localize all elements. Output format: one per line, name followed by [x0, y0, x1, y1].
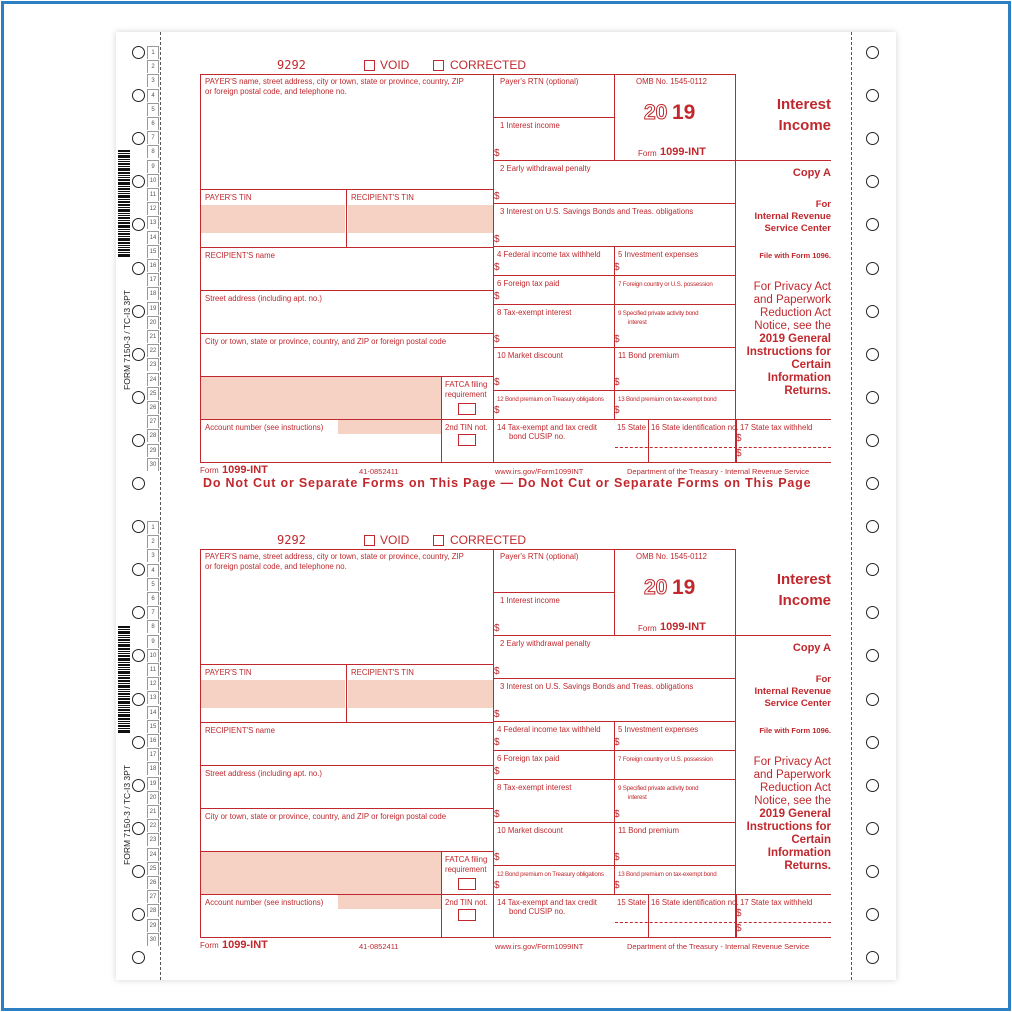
fatca-label-2: requirement [445, 865, 487, 874]
footer-dept: Department of the Treasury - Internal Revenue Service [627, 942, 810, 951]
box13-label: 13 Bond premium on tax-exempt bond [618, 871, 717, 878]
box16-label: 16 State identification no. [651, 898, 739, 907]
box15-label: 15 State [617, 898, 647, 907]
form-name: 1099-INT [660, 146, 706, 158]
dollar-sign: $ [614, 880, 620, 891]
privacy-8: Information [767, 372, 831, 384]
box1-label: 1 Interest income [500, 121, 560, 130]
dollar-sign: $ [736, 433, 742, 444]
line-number: 17 [147, 273, 159, 286]
divider [200, 290, 494, 291]
box10-label: 10 Market discount [497, 351, 563, 360]
second-tin-label: 2nd TIN not. [445, 898, 488, 907]
payer-tin-label: PAYER'S TIN [205, 668, 252, 677]
privacy-8: Information [767, 847, 831, 859]
dollar-sign: $ [494, 852, 500, 863]
privacy-6: Instructions for [746, 821, 831, 833]
corrected-label: CORRECTED [450, 533, 527, 547]
year-prefix: 20 [644, 101, 668, 124]
box12-label: 12 Bond premium on Treasury obligations [497, 871, 604, 878]
payer-tin-label: PAYER'S TIN [205, 193, 252, 202]
fatca-label-1: FATCA filing [445, 855, 488, 864]
line-number: 18 [147, 287, 159, 300]
dollar-sign: $ [494, 766, 500, 777]
line-number: 16 [147, 734, 159, 747]
privacy-4: Notice, see the [754, 320, 831, 332]
footer-form-label: Form [200, 941, 219, 950]
box14-label: 14 Tax-exempt and tax credit [497, 898, 597, 907]
dollar-sign: $ [614, 809, 620, 820]
city-label: City or town, state or province, country, and ZIP or foreign postal code [205, 337, 447, 346]
line-number: 3 [147, 74, 159, 87]
copy-label: Copy A [792, 167, 831, 179]
fatca-label-1: FATCA filing [445, 380, 488, 389]
box14-label-2: bond CUSIP no. [509, 432, 566, 441]
line-number: 10 [147, 174, 159, 187]
box12-label: 12 Bond premium on Treasury obligations [497, 396, 604, 403]
footer-form-name: 1099-INT [222, 464, 268, 476]
form-label: Form [638, 624, 657, 633]
title-interest: Interest [776, 96, 831, 113]
divider [200, 189, 494, 190]
line-number: 26 [147, 876, 159, 889]
line-number: 28 [147, 904, 159, 917]
box3-label: 3 Interest on U.S. Savings Bonds and Treas. obligations [500, 207, 694, 216]
line-number: 24 [147, 373, 159, 386]
line-number: 5 [147, 578, 159, 591]
second-tin-checkbox[interactable] [458, 434, 476, 446]
box4-label: 4 Federal income tax withheld [497, 725, 601, 734]
divider [494, 246, 736, 247]
privacy-2: and Paperwork [753, 769, 831, 781]
line-number: 19 [147, 302, 159, 315]
dollar-sign: $ [614, 405, 620, 416]
box10-label: 10 Market discount [497, 826, 563, 835]
privacy-7: Certain [791, 359, 831, 371]
divider [736, 160, 831, 161]
dollar-sign: $ [494, 709, 500, 720]
dollar-sign: $ [494, 405, 500, 416]
dollar-sign: $ [494, 623, 500, 634]
box2-label: 2 Early withdrawal penalty [500, 639, 591, 648]
line-number: 19 [147, 777, 159, 790]
line-number: 12 [147, 202, 159, 215]
omb-number: OMB No. 1545-0112 [636, 552, 707, 561]
divider [494, 304, 736, 305]
divider [648, 894, 649, 938]
recipient-name-label: RECIPIENT'S name [205, 251, 275, 260]
line-number: 2 [147, 535, 159, 548]
box17-frame [736, 419, 831, 463]
privacy-5: 2019 General [759, 808, 831, 820]
for-line-1: For [815, 199, 831, 210]
line-number: 4 [147, 89, 159, 102]
footer-url: www.irs.gov/Form1099INT [495, 942, 584, 951]
privacy-1: For Privacy Act [753, 756, 831, 768]
box9-label: 9 Specified private activity bond [618, 785, 699, 792]
dollar-sign: $ [494, 234, 500, 245]
line-number: 15 [147, 720, 159, 733]
fatca-checkbox[interactable] [458, 878, 476, 890]
payer-tin-field[interactable] [201, 680, 345, 708]
recipient-tin-label: RECIPIENT'S TIN [351, 668, 414, 677]
dollar-sign: $ [494, 291, 500, 302]
payer-name-label: PAYER'S name, street address, city or town, state or province, country, ZIP [205, 552, 464, 561]
line-number: 23 [147, 358, 159, 371]
account-number-label: Account number (see instructions) [205, 423, 324, 432]
file-with: File with Form 1096. [759, 726, 831, 735]
dollar-sign: $ [614, 737, 620, 748]
line-number: 6 [147, 592, 159, 605]
dollar-sign: $ [614, 377, 620, 388]
payer-tin-field[interactable] [201, 205, 345, 233]
corrected-checkbox[interactable] [433, 60, 444, 71]
line-number: 25 [147, 387, 159, 400]
account-number-field[interactable] [338, 420, 441, 434]
privacy-7: Certain [791, 834, 831, 846]
payer-name-label-2: or foreign postal code, and telephone no. [205, 87, 347, 96]
line-number: 25 [147, 862, 159, 875]
dollar-sign: $ [614, 852, 620, 863]
line-number: 12 [147, 677, 159, 690]
divider [494, 635, 736, 636]
divider [494, 592, 615, 593]
account-number-label: Account number (see instructions) [205, 898, 324, 907]
void-checkbox[interactable] [364, 535, 375, 546]
street-label: Street address (including apt. no.) [205, 769, 323, 778]
line-number: 22 [147, 344, 159, 357]
recipient-name-label: RECIPIENT'S name [205, 726, 275, 735]
box14-label-2: bond CUSIP no. [509, 907, 566, 916]
line-number: 8 [147, 620, 159, 633]
footer-dept: Department of the Treasury - Internal Revenue Service [627, 467, 810, 476]
line-number: 30 [147, 458, 159, 471]
dollar-sign: $ [736, 908, 742, 919]
box9-label: 9 Specified private activity bond [618, 310, 699, 317]
line-number: 10 [147, 649, 159, 662]
dollar-sign: $ [614, 334, 620, 345]
for-line-3: Service Center [764, 223, 831, 234]
footer-form-label: Form [200, 466, 219, 475]
line-number: 9 [147, 160, 159, 173]
line-number: 20 [147, 316, 159, 329]
box7-label: 7 Foreign country or U.S. possession [618, 756, 713, 763]
divider [200, 333, 494, 334]
void-label: VOID [380, 533, 410, 547]
void-label: VOID [380, 58, 410, 72]
box7-label: 7 Foreign country or U.S. possession [618, 281, 713, 288]
payer-name-label: PAYER'S name, street address, city or town, state or province, country, ZIP [205, 77, 464, 86]
line-number: 21 [147, 805, 159, 818]
line-number: 4 [147, 564, 159, 577]
line-number: 11 [147, 663, 159, 676]
side-form-code: FORM 7150-3 / TC-I3 3PT [122, 765, 132, 865]
line-number: 5 [147, 103, 159, 116]
box1-label: 1 Interest income [500, 596, 560, 605]
divider [494, 678, 736, 679]
line-number: 13 [147, 691, 159, 704]
box15-label: 15 State [617, 423, 647, 432]
line-number: 22 [147, 819, 159, 832]
divider [494, 347, 736, 348]
dollar-sign: $ [736, 448, 742, 459]
box9-label-2: interest [628, 794, 647, 801]
form-name: 1099-INT [660, 621, 706, 633]
box11-label: 11 Bond premium [618, 826, 679, 835]
divider [346, 189, 347, 247]
divider [648, 419, 649, 463]
divider [200, 808, 494, 809]
street-label: Street address (including apt. no.) [205, 294, 323, 303]
form-label: Form [638, 149, 657, 158]
recipient-extra-field[interactable] [201, 377, 441, 419]
recipient-tin-label: RECIPIENT'S TIN [351, 193, 414, 202]
for-line-3: Service Center [764, 698, 831, 709]
line-number: 26 [147, 401, 159, 414]
footer-catalog: 41-0852411 [359, 467, 399, 476]
line-number: 18 [147, 762, 159, 775]
box17-label: 17 State tax withheld [740, 423, 813, 432]
privacy-9: Returns. [784, 385, 831, 397]
privacy-4: Notice, see the [754, 795, 831, 807]
dollar-sign: $ [494, 334, 500, 345]
for-line-2: Internal Revenue [754, 211, 831, 222]
line-number: 1 [147, 46, 159, 59]
divider [200, 722, 494, 723]
line-number: 23 [147, 833, 159, 846]
privacy-6: Instructions for [746, 346, 831, 358]
divider [736, 635, 831, 636]
year-prefix: 20 [644, 576, 668, 599]
dollar-sign: $ [494, 809, 500, 820]
recipient-tin-field[interactable] [348, 680, 493, 708]
line-number: 17 [147, 748, 159, 761]
dollar-sign: $ [614, 262, 620, 273]
divider [494, 390, 736, 391]
title-income: Income [778, 117, 831, 134]
line-number: 14 [147, 231, 159, 244]
box17-frame [736, 894, 831, 938]
fatca-checkbox[interactable] [458, 403, 476, 415]
box5-label: 5 Investment expenses [618, 725, 699, 734]
side-form-code: FORM 7150-3 / TC-I3 3PT [122, 290, 132, 390]
copy-label: Copy A [792, 642, 831, 654]
box8-label: 8 Tax-exempt interest [497, 783, 572, 792]
box9-label-2: interest [628, 319, 647, 326]
privacy-9: Returns. [784, 860, 831, 872]
box11-label: 11 Bond premium [618, 351, 679, 360]
form-code: 9292 [277, 58, 306, 72]
title-income: Income [778, 592, 831, 609]
dollar-sign: $ [736, 923, 742, 934]
line-number: 15 [147, 245, 159, 258]
divider [494, 721, 736, 722]
divider [494, 203, 736, 204]
line-number: 14 [147, 706, 159, 719]
divider [494, 160, 736, 161]
city-label: City or town, state or province, country, and ZIP or foreign postal code [205, 812, 447, 821]
box6-label: 6 Foreign tax paid [497, 754, 560, 763]
title-interest: Interest [776, 571, 831, 588]
line-number: 1 [147, 521, 159, 534]
box17-label: 17 State tax withheld [740, 898, 813, 907]
divider [346, 664, 347, 722]
dollar-sign: $ [494, 191, 500, 202]
divider [200, 765, 494, 766]
payer-name-label-2: or foreign postal code, and telephone no. [205, 562, 347, 571]
line-number: 16 [147, 259, 159, 272]
privacy-1: For Privacy Act [753, 281, 831, 293]
box6-label: 6 Foreign tax paid [497, 279, 560, 288]
dollar-sign: $ [494, 880, 500, 891]
box13-label: 13 Bond premium on tax-exempt bond [618, 396, 717, 403]
divider [494, 822, 736, 823]
feed-hole [866, 951, 879, 964]
year-suffix: 19 [672, 576, 696, 599]
line-number: 30 [147, 933, 159, 946]
dollar-sign: $ [494, 148, 500, 159]
footer-form-name: 1099-INT [222, 939, 268, 951]
line-number: 3 [147, 549, 159, 562]
for-line-2: Internal Revenue [754, 686, 831, 697]
line-number: 28 [147, 429, 159, 442]
line-number: 27 [147, 415, 159, 428]
box5-label: 5 Investment expenses [618, 250, 699, 259]
box8-label: 8 Tax-exempt interest [497, 308, 572, 317]
second-tin-label: 2nd TIN not. [445, 423, 488, 432]
box2-label: 2 Early withdrawal penalty [500, 164, 591, 173]
dollar-sign: $ [494, 377, 500, 388]
payer-rtn-label: Payer's RTN (optional) [500, 552, 579, 561]
form-1099-int-copy [0, 475, 1012, 950]
line-number: 2 [147, 60, 159, 73]
line-number: 9 [147, 635, 159, 648]
corrected-checkbox[interactable] [433, 535, 444, 546]
divider [494, 750, 736, 751]
line-number: 24 [147, 848, 159, 861]
file-with: File with Form 1096. [759, 251, 831, 260]
line-number: 27 [147, 890, 159, 903]
recipient-tin-field[interactable] [348, 205, 493, 233]
dollar-sign: $ [494, 262, 500, 273]
privacy-3: Reduction Act [760, 782, 831, 794]
divider [200, 664, 494, 665]
omb-number: OMB No. 1545-0112 [636, 77, 707, 86]
line-number: 7 [147, 606, 159, 619]
recipient-extra-field[interactable] [201, 852, 441, 894]
line-number: 13 [147, 216, 159, 229]
corrected-label: CORRECTED [450, 58, 527, 72]
for-line-1: For [815, 674, 831, 685]
privacy-2: and Paperwork [753, 294, 831, 306]
line-number: 7 [147, 131, 159, 144]
divider [494, 275, 736, 276]
form-1099-int-copy [0, 0, 1012, 475]
do-not-cut-warning: Do Not Cut or Separate Forms on This Page — Do Not Cut or Separate Forms on This Page [203, 476, 812, 490]
box16-label: 16 State identification no. [651, 423, 739, 432]
privacy-3: Reduction Act [760, 307, 831, 319]
line-number: 20 [147, 791, 159, 804]
year-suffix: 19 [672, 101, 696, 124]
dollar-sign: $ [494, 737, 500, 748]
privacy-5: 2019 General [759, 333, 831, 345]
line-number: 29 [147, 919, 159, 932]
feed-hole [132, 951, 145, 964]
line-number: 11 [147, 188, 159, 201]
divider [200, 247, 494, 248]
payer-rtn-label: Payer's RTN (optional) [500, 77, 579, 86]
fatca-label-2: requirement [445, 390, 487, 399]
account-number-field[interactable] [338, 895, 441, 909]
line-number: 6 [147, 117, 159, 130]
divider [494, 117, 615, 118]
footer-catalog: 41-0852411 [359, 942, 399, 951]
box14-label: 14 Tax-exempt and tax credit [497, 423, 597, 432]
divider [494, 779, 736, 780]
line-number: 29 [147, 444, 159, 457]
line-number: 21 [147, 330, 159, 343]
second-tin-checkbox[interactable] [458, 909, 476, 921]
footer-url: www.irs.gov/Form1099INT [495, 467, 584, 476]
line-number: 8 [147, 145, 159, 158]
form-code: 9292 [277, 533, 306, 547]
divider [494, 865, 736, 866]
box4-label: 4 Federal income tax withheld [497, 250, 601, 259]
box3-label: 3 Interest on U.S. Savings Bonds and Treas. obligations [500, 682, 694, 691]
dollar-sign: $ [494, 666, 500, 677]
void-checkbox[interactable] [364, 60, 375, 71]
